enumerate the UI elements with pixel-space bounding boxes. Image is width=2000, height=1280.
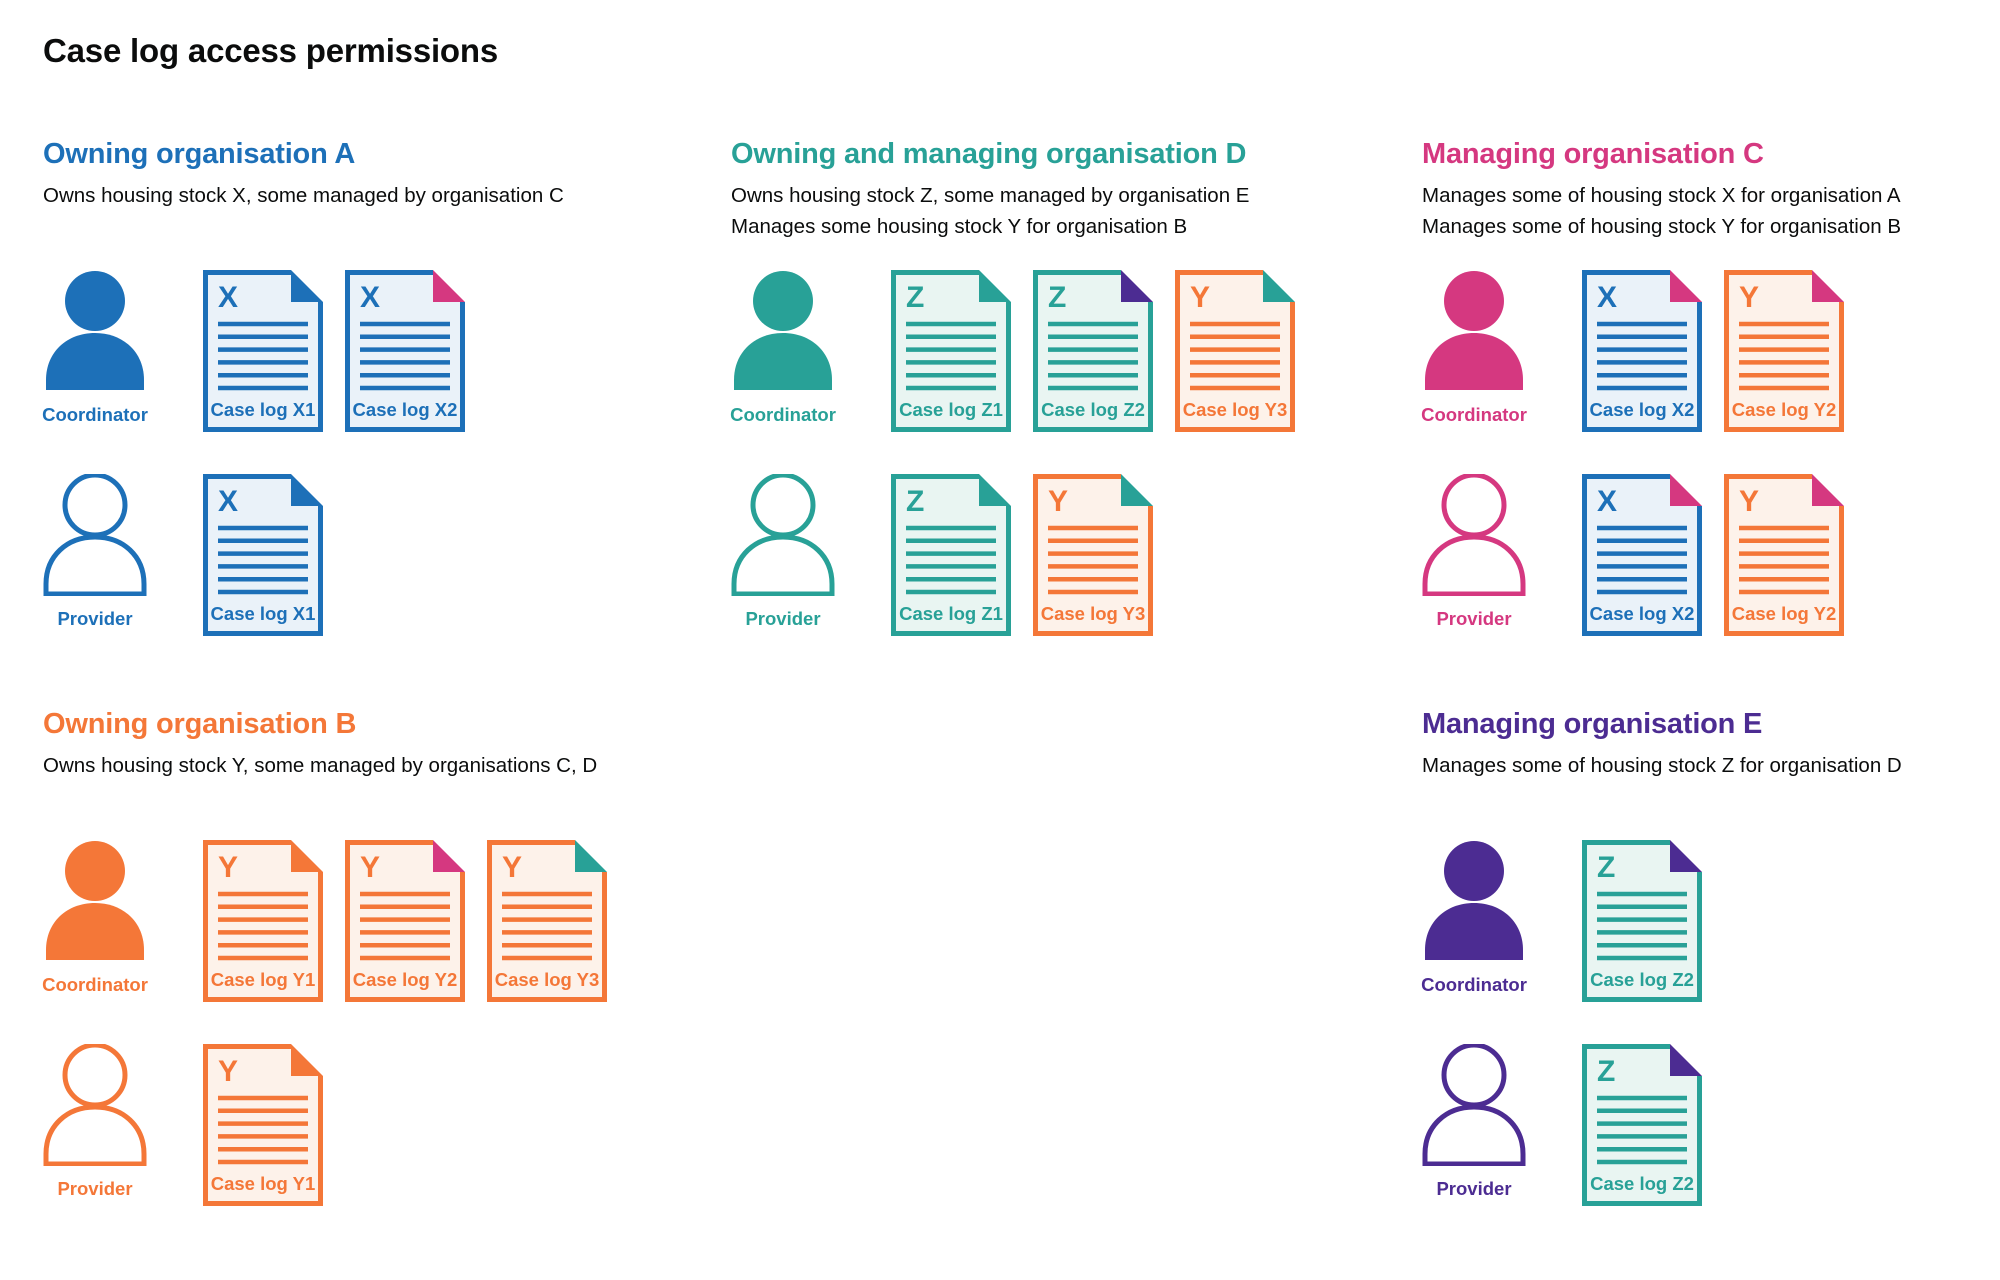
role-label: Coordinator: [1421, 404, 1527, 425]
doc-stock-letter: Y: [502, 851, 523, 884]
case-log-document-icon: [891, 270, 1011, 432]
doc-stock-letter: X: [218, 485, 239, 518]
section-description-line: Owns housing stock Z, some managed by organisation E: [731, 184, 1250, 208]
doc-stock-letter: Z: [1597, 851, 1616, 884]
section-org-a: [42, 138, 663, 629]
doc-label: Case log Z1: [899, 603, 1003, 624]
doc-case-log-y1: [203, 840, 323, 1002]
doc-case-log-x2: [1582, 270, 1702, 432]
section-description: [731, 180, 1351, 242]
provider-row: [43, 474, 345, 636]
role-label: Provider: [57, 608, 133, 629]
doc-label: Case log Y2: [1731, 399, 1837, 420]
doc-label: Case log Z2: [1590, 969, 1694, 990]
doc-stock-letter: Y: [218, 851, 239, 884]
doc-folded-corner: [433, 840, 465, 872]
provider-figure-inner: [1422, 474, 1526, 630]
doc-label: Case log X1: [210, 603, 316, 624]
doc-stock-letter: Y: [1739, 485, 1760, 518]
coordinator-figure: [1422, 270, 1582, 426]
doc-stock-letter: X: [1597, 485, 1618, 518]
doc-folded-corner: [291, 270, 323, 302]
section-description: [1422, 180, 2000, 242]
coordinator-figure: [43, 840, 203, 996]
section-heading-org-b: Owning organisation B: [43, 708, 357, 740]
provider-row: [1422, 474, 1866, 636]
doc-folded-corner: [1670, 270, 1702, 302]
case-log-document-icon: [345, 840, 465, 1002]
provider-figure: [43, 1044, 203, 1200]
case-log-document-icon: [345, 270, 465, 432]
coordinator-figure-inner: [731, 270, 835, 426]
case-log-document-icon: [891, 474, 1011, 636]
doc-label: Case log Y1: [210, 1173, 316, 1194]
doc-stock-letter: Z: [1048, 281, 1067, 314]
doc-label: Case log Y3: [1182, 399, 1288, 420]
section-org-d: [730, 138, 1351, 629]
coordinator-figure-inner: [43, 840, 147, 996]
doc-stock-letter: X: [1597, 281, 1618, 314]
section-description-line: Manages some of housing stock Z for organisation D: [1422, 754, 1902, 778]
coordinator-figure: [731, 270, 891, 426]
doc-case-log-y1: [203, 1044, 323, 1206]
coordinator-person-icon: [43, 840, 147, 962]
doc-case-log-y3: [1175, 270, 1295, 432]
case-log-document-icon: [203, 474, 323, 636]
provider-figure-inner: [1422, 1044, 1526, 1200]
doc-case-log-y2: [1724, 270, 1844, 432]
coordinator-person-icon: [731, 270, 835, 392]
case-log-document-icon: [203, 270, 323, 432]
doc-label: Case log X2: [1589, 399, 1695, 420]
doc-label: Case log Y2: [352, 969, 458, 990]
doc-case-log-z2: [1033, 270, 1153, 432]
doc-stock-letter: Y: [1739, 281, 1760, 314]
doc-case-log-x1: [203, 270, 323, 432]
doc-folded-corner: [1670, 1044, 1702, 1076]
doc-label: Case log Y1: [210, 969, 316, 990]
case-log-document-icon: [1175, 270, 1295, 432]
provider-person-icon: [43, 474, 147, 596]
coordinator-figure: [1422, 840, 1582, 996]
doc-case-log-y2: [345, 840, 465, 1002]
coordinator-row: [1422, 840, 1724, 1002]
provider-figure: [43, 474, 203, 630]
doc-case-log-z2: [1582, 840, 1702, 1002]
doc-stock-letter: Y: [1190, 281, 1211, 314]
doc-folded-corner: [979, 270, 1011, 302]
doc-label: Case log Y2: [1731, 603, 1837, 624]
section-heading-org-e: Managing organisation E: [1422, 708, 1763, 740]
doc-label: Case log Z2: [1590, 1173, 1694, 1194]
section-org-e: [1421, 708, 2000, 1199]
provider-person-icon: [731, 474, 835, 596]
doc-case-log-z1: [891, 474, 1011, 636]
doc-folded-corner: [291, 474, 323, 506]
case-log-document-icon: [1724, 270, 1844, 432]
doc-stock-letter: Y: [360, 851, 381, 884]
doc-folded-corner: [1670, 474, 1702, 506]
coordinator-figure-inner: [1422, 840, 1526, 996]
coordinator-person-icon: [1422, 840, 1526, 962]
case-log-document-icon: [1033, 270, 1153, 432]
provider-figure-inner: [731, 474, 835, 630]
coordinator-row: [43, 840, 629, 1002]
doc-folded-corner: [1670, 840, 1702, 872]
role-label: Coordinator: [730, 404, 836, 425]
doc-case-log-y2: [1724, 474, 1844, 636]
section-description-line: Owns housing stock X, some managed by organisation C: [43, 184, 564, 208]
case-log-document-icon: [487, 840, 607, 1002]
doc-folded-corner: [575, 840, 607, 872]
doc-stock-letter: Z: [1597, 1055, 1616, 1088]
doc-label: Case log X2: [352, 399, 458, 420]
doc-label: Case log Y3: [1040, 603, 1146, 624]
provider-figure: [731, 474, 891, 630]
doc-folded-corner: [291, 1044, 323, 1076]
section-description-line: Manages some housing stock Y for organisation B: [731, 215, 1188, 239]
role-label: Coordinator: [1421, 974, 1527, 995]
doc-folded-corner: [1812, 474, 1844, 506]
section-org-c: [1421, 138, 2000, 629]
role-label: Provider: [745, 608, 821, 629]
coordinator-row: [731, 270, 1317, 432]
doc-stock-letter: Y: [218, 1055, 239, 1088]
doc-label: Case log X1: [210, 399, 316, 420]
section-heading-org-c: Managing organisation C: [1422, 138, 1764, 170]
doc-folded-corner: [433, 270, 465, 302]
coordinator-row: [43, 270, 487, 432]
coordinator-figure-inner: [43, 270, 147, 426]
page-title: Case log access permissions: [43, 32, 499, 69]
role-label: Provider: [57, 1178, 133, 1199]
case-log-document-icon: [1582, 270, 1702, 432]
role-label: Provider: [1436, 608, 1512, 629]
provider-figure: [1422, 474, 1582, 630]
case-log-document-icon: [1724, 474, 1844, 636]
provider-person-icon: [1422, 1044, 1526, 1166]
case-log-document-icon: [1582, 840, 1702, 1002]
provider-row: [43, 1044, 345, 1206]
coordinator-person-icon: [43, 270, 147, 392]
doc-label: Case log Z2: [1041, 399, 1145, 420]
doc-label: Case log Y3: [494, 969, 600, 990]
section-heading-org-d: Owning and managing organisation D: [731, 138, 1247, 170]
doc-case-log-x1: [203, 474, 323, 636]
provider-person-icon: [1422, 474, 1526, 596]
section-description-line: Manages some of housing stock Y for organisation B: [1422, 215, 1901, 239]
doc-folded-corner: [1812, 270, 1844, 302]
case-log-document-icon: [1582, 474, 1702, 636]
doc-stock-letter: X: [218, 281, 239, 314]
case-log-document-icon: [203, 840, 323, 1002]
doc-folded-corner: [1121, 474, 1153, 506]
doc-stock-letter: Z: [906, 485, 925, 518]
section-description: [43, 180, 663, 211]
provider-row: [731, 474, 1175, 636]
role-label: Coordinator: [42, 404, 148, 425]
provider-figure-inner: [43, 1044, 147, 1200]
provider-figure-inner: [43, 474, 147, 630]
section-org-b: [42, 708, 663, 1199]
doc-case-log-z1: [891, 270, 1011, 432]
doc-folded-corner: [979, 474, 1011, 506]
coordinator-figure-inner: [1422, 270, 1526, 426]
coordinator-figure: [43, 270, 203, 426]
case-log-document-icon: [1033, 474, 1153, 636]
doc-stock-letter: Z: [906, 281, 925, 314]
doc-folded-corner: [1121, 270, 1153, 302]
doc-stock-letter: Y: [1048, 485, 1069, 518]
doc-label: Case log Z1: [899, 399, 1003, 420]
doc-case-log-y3: [1033, 474, 1153, 636]
provider-person-icon: [43, 1044, 147, 1166]
role-label: Provider: [1436, 1178, 1512, 1199]
provider-figure: [1422, 1044, 1582, 1200]
section-description: [43, 750, 663, 781]
doc-case-log-x2: [1582, 474, 1702, 636]
doc-folded-corner: [1263, 270, 1295, 302]
section-heading-org-a: Owning organisation A: [43, 138, 356, 170]
case-log-document-icon: [203, 1044, 323, 1206]
section-description-line: Manages some of housing stock X for organisation A: [1422, 184, 1901, 208]
provider-row: [1422, 1044, 1724, 1206]
doc-case-log-y3: [487, 840, 607, 1002]
doc-case-log-z2: [1582, 1044, 1702, 1206]
case-log-document-icon: [1582, 1044, 1702, 1206]
doc-folded-corner: [291, 840, 323, 872]
role-label: Coordinator: [42, 974, 148, 995]
section-description-line: Owns housing stock Y, some managed by organisations C, D: [43, 754, 598, 778]
section-description: [1422, 750, 2000, 781]
doc-case-log-x2: [345, 270, 465, 432]
coordinator-row: [1422, 270, 1866, 432]
doc-stock-letter: X: [360, 281, 381, 314]
doc-label: Case log X2: [1589, 603, 1695, 624]
coordinator-person-icon: [1422, 270, 1526, 392]
